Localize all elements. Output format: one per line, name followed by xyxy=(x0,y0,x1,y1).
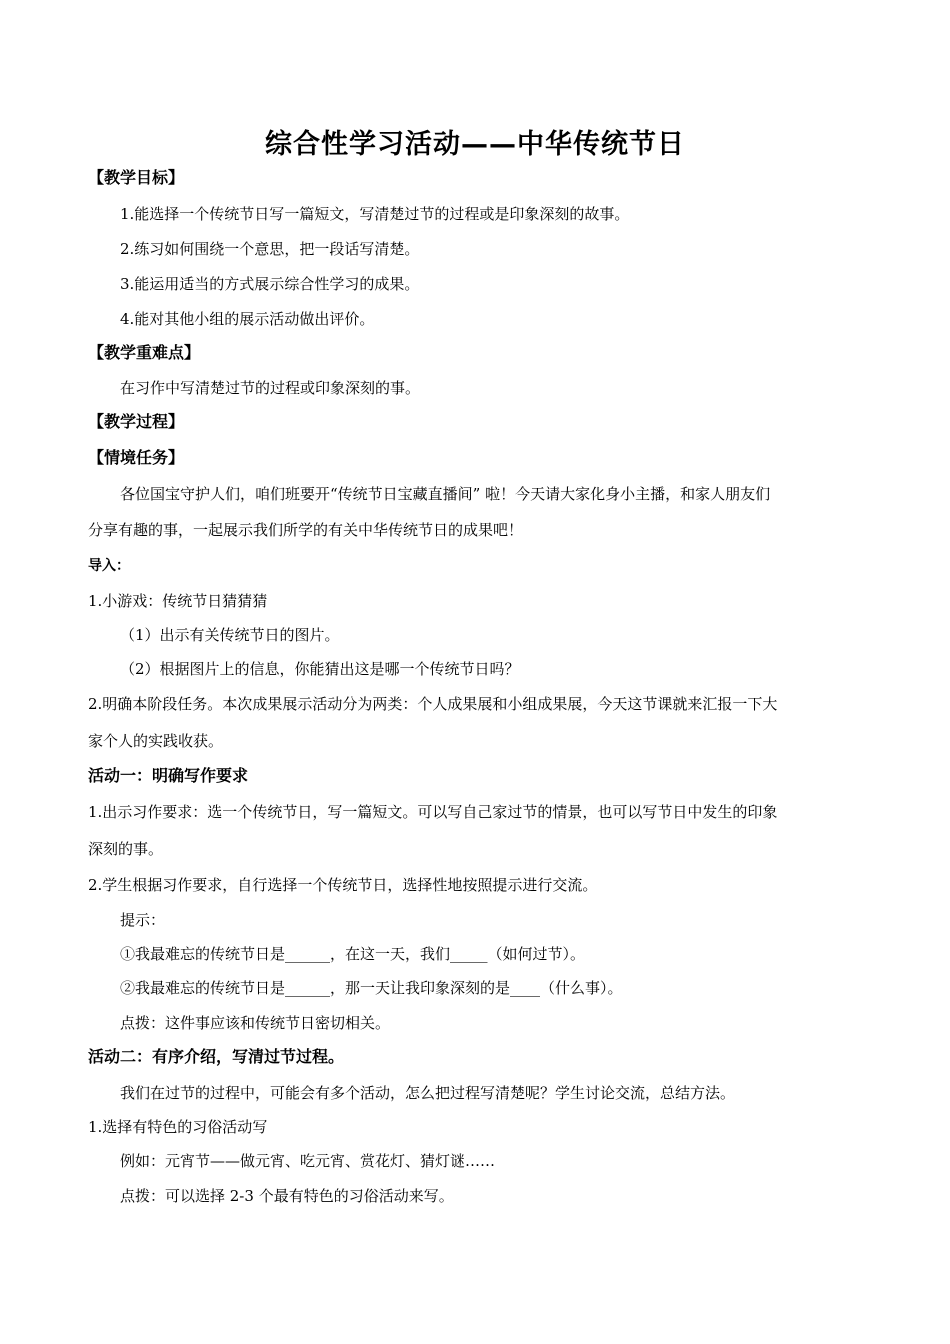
activity2-heading: 活动二：有序介绍，写清过节过程。 xyxy=(88,1047,345,1066)
goal-item: 1.能选择一个传统节日写一篇短文，写清楚过节的过程或是印象深刻的故事。 xyxy=(120,205,630,223)
intro-item: 1.小游戏：传统节日猜猜猜 xyxy=(88,592,268,610)
intro-subitem: （2）根据图片上的信息，你能猜出这是哪一个传统节日吗？ xyxy=(120,660,520,678)
activity1-item: 2.学生根据习作要求，自行选择一个传统节日，选择性地按照提示进行交流。 xyxy=(88,876,598,894)
intro-item: 2.明确本阶段任务。本次成果展示活动分为两类：个人成果展和小组成果展，今天这节课就来汇报一下大 xyxy=(88,695,778,713)
hint-item: ①我最难忘的传统节日是______，在这一天，我们_____（如何过节）。 xyxy=(120,945,586,963)
activity1-item: 1.出示习作要求：选一个传统节日，写一篇短文。可以写自己家过节的情景，也可以写节日中发生的印象 xyxy=(88,803,778,821)
difficulty-heading: 【教学重难点】 xyxy=(88,343,201,362)
intro-heading: 导入： xyxy=(88,558,130,574)
scenario-line: 各位国宝守护人们，咱们班要开“传统节日宝藏直播间” 啦！今天请大家化身小主播，和家人朋友们 xyxy=(120,485,771,503)
intro-item-cont: 家个人的实践收获。 xyxy=(88,732,224,750)
activity1-item-cont: 深刻的事。 xyxy=(88,840,164,858)
activity1-heading: 活动一：明确写作要求 xyxy=(88,766,249,785)
scenario-heading: 【情境任务】 xyxy=(88,448,185,467)
goal-item: 3.能运用适当的方式展示综合性学习的成果。 xyxy=(120,275,420,293)
document-title: 综合性学习活动——中华传统节日 xyxy=(265,129,685,160)
process-heading: 【教学过程】 xyxy=(88,412,185,431)
activity2-item: 1.选择有特色的习俗活动写 xyxy=(88,1118,268,1136)
activity2-intro: 我们在过节的过程中，可能会有多个活动，怎么把过程写清楚呢？学生讨论交流，总结方法。 xyxy=(120,1084,736,1102)
activity1-tip: 点拨：这件事应该和传统节日密切相关。 xyxy=(120,1014,391,1032)
intro-subitem: （1）出示有关传统节日的图片。 xyxy=(120,626,340,644)
hint-label: 提示： xyxy=(120,911,166,929)
goal-item: 4.能对其他小组的展示活动做出评价。 xyxy=(120,310,375,328)
activity2-tip: 点拨：可以选择 2-3 个最有特色的习俗活动来写。 xyxy=(120,1187,454,1205)
goals-heading: 【教学目标】 xyxy=(88,168,185,187)
goal-item: 2.练习如何围绕一个意思，把一段话写清楚。 xyxy=(120,240,420,258)
activity2-example: 例如：元宵节——做元宵、吃元宵、赏花灯、猜灯谜…… xyxy=(120,1152,496,1170)
scenario-line: 分享有趣的事，一起展示我们所学的有关中华传统节日的成果吧！ xyxy=(88,521,524,539)
difficulty-text: 在习作中写清楚过节的过程或印象深刻的事。 xyxy=(120,379,421,397)
hint-item: ②我最难忘的传统节日是______，那一天让我印象深刻的是____（什么事）。 xyxy=(120,979,623,997)
